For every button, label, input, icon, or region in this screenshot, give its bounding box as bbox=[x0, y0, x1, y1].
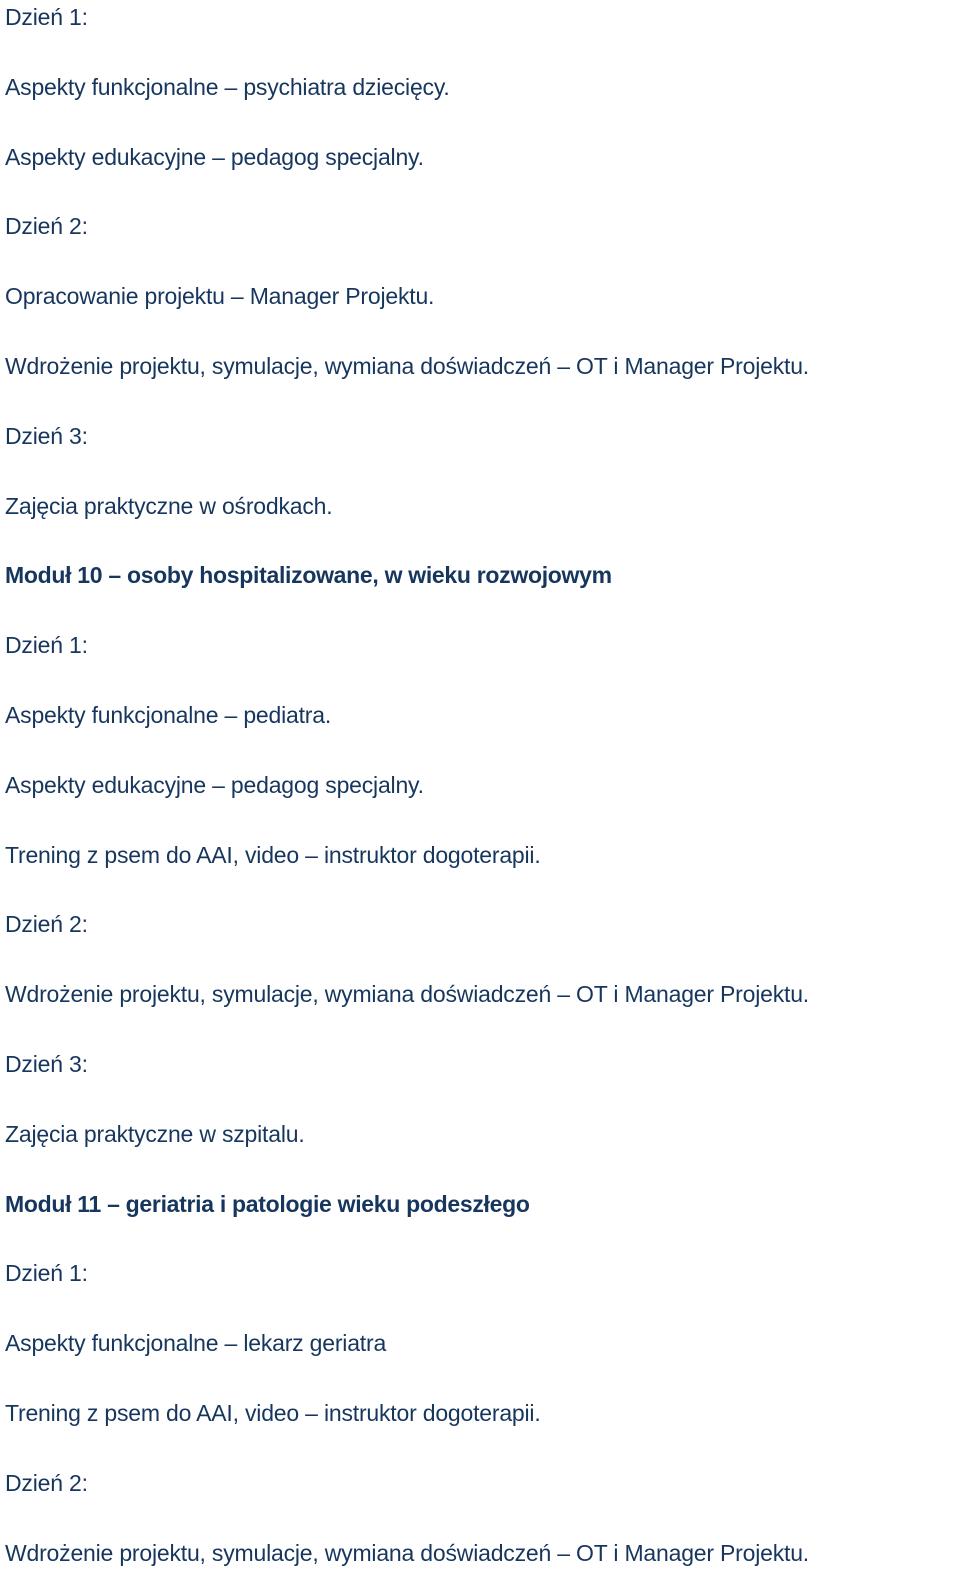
schedule-item: Aspekty edukacyjne – pedagog specjalny. bbox=[5, 772, 424, 798]
schedule-item: Aspekty funkcjonalne – psychiatra dziecięcy. bbox=[5, 74, 450, 100]
schedule-item: Opracowanie projektu – Manager Projektu. bbox=[5, 283, 435, 309]
schedule-item: Trening z psem do AAI, video – instruktor dogoterapii. bbox=[5, 842, 541, 868]
schedule-item: Aspekty funkcjonalne – lekarz geriatra bbox=[5, 1330, 387, 1356]
day-label: Dzień 2: bbox=[5, 213, 88, 239]
day-label: Dzień 1: bbox=[5, 632, 88, 658]
module-heading: Moduł 11 – geriatria i patologie wieku podeszłego bbox=[5, 1191, 530, 1217]
day-label: Dzień 1: bbox=[5, 4, 88, 30]
module-heading: Moduł 10 – osoby hospitalizowane, w wieku rozwojowym bbox=[5, 562, 612, 588]
schedule-item: Wdrożenie projektu, symulacje, wymiana doświadczeń – OT i Manager Projektu. bbox=[5, 353, 809, 379]
schedule-item: Aspekty edukacyjne – pedagog specjalny. bbox=[5, 144, 424, 170]
schedule-item: Aspekty funkcjonalne – pediatra. bbox=[5, 702, 332, 728]
day-label: Dzień 3: bbox=[5, 423, 88, 449]
schedule-item: Wdrożenie projektu, symulacje, wymiana doświadczeń – OT i Manager Projektu. bbox=[5, 981, 809, 1007]
schedule-item: Trening z psem do AAI, video – instruktor dogoterapii. bbox=[5, 1400, 541, 1426]
day-label: Dzień 2: bbox=[5, 911, 88, 937]
schedule-item: Zajęcia praktyczne w ośrodkach. bbox=[5, 493, 333, 519]
day-label: Dzień 3: bbox=[5, 1051, 88, 1077]
schedule-item: Zajęcia praktyczne w szpitalu. bbox=[5, 1121, 305, 1147]
schedule-item: Wdrożenie projektu, symulacje, wymiana doświadczeń – OT i Manager Projektu. bbox=[5, 1540, 809, 1566]
day-label: Dzień 1: bbox=[5, 1260, 88, 1286]
day-label: Dzień 2: bbox=[5, 1470, 88, 1496]
